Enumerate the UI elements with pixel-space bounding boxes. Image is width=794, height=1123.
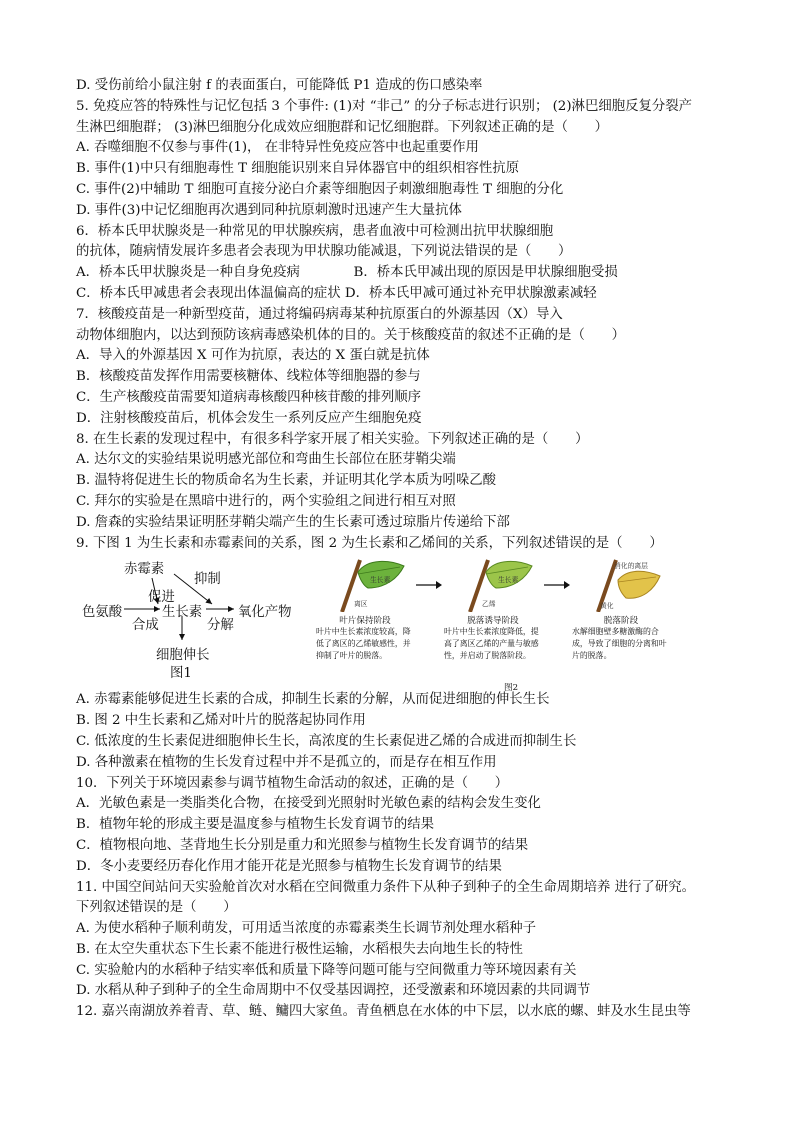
figure-2-caption: 图2 <box>504 683 519 694</box>
exam-page <box>76 76 726 1023</box>
text-line: D. 水稻从种子到种子的全生命周期中不仅受基因调控，还受激素和环境因素的共同调节 <box>76 983 591 999</box>
text-line: C. 实验舱内的水稻种子结实率低和质量下降等问题可能与空间微重力等环境因素有关 <box>76 962 577 978</box>
text-line: B. 温特将促进生长的物质命名为生长素，并证明其化学本质为吲哚乙酸 <box>76 473 497 489</box>
text-line: C．桥本氏甲减患者会表现出体温偏高的症状 D．桥本氏甲减可通过补充甲状腺激素减轻 <box>76 285 597 301</box>
text-line: C．植物根向地、茎背地生长分别是重力和光照参与植物生长发育调节的结果 <box>76 837 529 853</box>
text-line: A．光敏色素是一类脂类化合物，在接受到光照射时光敏色素的结构会发生变化 <box>76 796 541 812</box>
text-line: B. 图 2 中生长素和乙烯对叶片的脱落起协同作用 <box>76 713 366 729</box>
text-line: D. 詹森的实验结果证明胚芽鞘尖端产生的生长素可透过琼脂片传递给下部 <box>76 514 510 530</box>
label-promote: 促进 <box>148 590 175 606</box>
tag-auxin: 生长素 <box>498 576 519 585</box>
text-line: 9. 下图 1 为生长素和赤霉素间的关系，图 2 为生长素和乙烯间的关系，下列叙述错误的是（ ） <box>76 535 663 551</box>
stage-abscission-induction <box>442 558 544 690</box>
text-line: B. 事件(1)中只有细胞毒性 T 细胞能识别来自异体器官中的组织相容性抗原 <box>76 161 520 177</box>
figure-2-diagram <box>314 558 734 694</box>
text-line: C. 低浓度的生长素促进细胞伸长生长，高浓度的生长素促进乙烯的合成进而抑制生长 <box>76 733 577 749</box>
text-line: C．生产核酸疫苗需要知道病毒核酸四种核苷酸的排列顺序 <box>76 389 422 405</box>
text-line: A. 达尔文的实验结果说明感光部位和弯曲生长部位在胚芽鞘尖端 <box>76 452 456 468</box>
stage-description: 叶片中生长素浓度较高，降低了离区的乙烯敏感性，并抑制了叶片的脱落。 <box>316 627 411 660</box>
text-line: 12. 嘉兴南湖放养着青、草、鲢、鳙四大家鱼。青鱼栖息在水体的中下层，以水底的螺、蚌及水生昆虫等 <box>76 1004 691 1020</box>
text-line: B．核酸疫苗发挥作用需要核糖体、线粒体等细胞器的参与 <box>76 369 421 385</box>
text-line: 11. 中国空间站问天实验舱首次对水稻在空间微重力条件下从种子到种子的全生命周期培养 进行了研究。 <box>76 879 695 895</box>
label-auxin: 生长素 <box>162 605 203 621</box>
label-gibberellin: 赤霉素 <box>124 562 165 578</box>
text-line: 生淋巴细胞群； (3)淋巴细胞分化成效应细胞群和记忆细胞群。下列叙述正确的是（ ） <box>76 119 609 135</box>
arrow-right-icon <box>544 580 570 590</box>
text-line: B. 在太空失重状态下生长素不能进行极性运输，水稻根失去向地生长的特性 <box>76 941 523 957</box>
tag-digested-layer: 消化的离层 <box>614 562 648 571</box>
green-leaf-icon <box>328 558 408 612</box>
figure-1-caption: 图1 <box>170 666 192 682</box>
arrow-right-icon <box>416 580 442 590</box>
text-line: 5. 免疫应答的特殊性与记忆包括 3 个事件: (1)对 “非己” 的分子标志进行识别； (2)淋巴细胞反复分裂产 <box>76 98 693 114</box>
text-line: D. 事件(3)中记忆细胞再次遇到同种抗原刺激时迅速产生大量抗体 <box>76 202 462 218</box>
label-synthesis: 合成 <box>132 618 159 634</box>
label-cell-elongation: 细胞伸长 <box>156 648 210 664</box>
text-line: D. 受伤前给小鼠注射 f 的表面蛋白，可能降低 P1 造成的伤口感染率 <box>76 78 483 93</box>
label-oxidized-product: 氧化产物 <box>238 605 292 621</box>
label-decompose: 分解 <box>207 618 234 634</box>
text-line: D．注射核酸疫苗后，机体会发生一系列反应产生细胞免疫 <box>76 410 422 426</box>
stage-title: 脱落诱导阶段 <box>467 616 519 627</box>
figure-row <box>76 558 726 694</box>
text-line: 7．核酸疫苗是一种新型疫苗，通过将编码病毒某种抗原蛋白的外源基因（X）导入 <box>76 306 563 322</box>
text-line: A. 为使水稻种子顺利萌发，可用适当浓度的赤霉素类生长调节剂处理水稻种子 <box>76 921 537 937</box>
tag-ethylene: 乙烯 <box>482 600 496 609</box>
label-tryptophan: 色氨酸 <box>82 605 123 621</box>
text-line: 下列叙述错误的是（ ） <box>76 900 237 916</box>
text-block-top <box>76 76 726 554</box>
text-line: 6．桥本氏甲状腺炎是一种常见的甲状腺疾病，患者血液中可检测出抗甲状腺细胞 <box>76 223 554 239</box>
label-inhibit: 抑制 <box>194 572 221 588</box>
stage-title: 脱落阶段 <box>603 616 639 627</box>
text-line: A. 赤霉素能够促进生长素的合成，抑制生长素的分解，从而促进细胞的伸长生长 <box>76 692 550 708</box>
tag-yellowing: 黄化 <box>600 602 614 611</box>
text-line: A．导入的外源基因 X 可作为抗原，表达的 X 蛋白就是抗体 <box>76 348 430 364</box>
text-line: A. 吞噬细胞不仅参与事件(1)， 在非特异性免疫应答中也起重要作用 <box>76 140 479 156</box>
text-block-bottom <box>76 690 726 1023</box>
text-line: 动物体细胞内，以达到预防该病毒感染机体的目的。关于核酸疫苗的叙述不正确的是（ ） <box>76 327 626 343</box>
text-line: 8. 在生长素的发现过程中，有很多科学家开展了相关实验。下列叙述正确的是（ ） <box>76 431 589 447</box>
figure-1-diagram <box>82 558 302 690</box>
tag-auxin: 生长素 <box>370 576 391 585</box>
stage-abscission <box>570 558 672 690</box>
text-line: 的抗体，随病情发展许多患者会表现为甲状腺功能减退，下列说法错误的是（ ） <box>76 244 572 260</box>
fading-leaf-icon <box>456 558 536 612</box>
text-line: A．桥本氏甲状腺炎是一种自身免疫病 B．桥本氏甲减出现的原因是甲状腺细胞受损 <box>76 265 618 281</box>
text-line: D. 各种激素在植物的生长发育过程中并不是孤立的，而是存在相互作用 <box>76 754 497 770</box>
text-line: C. 事件(2)中辅助 T 细胞可直接分泌白介素等细胞因子刺激细胞毒性 T 细胞的分化 <box>76 181 564 197</box>
stage-description: 水解细胞壁多糖激酶的合成，导致了细胞的分离和叶片的脱落。 <box>572 627 667 660</box>
stage-leaf-maintenance <box>314 558 416 690</box>
stage-title: 叶片保持阶段 <box>339 616 391 627</box>
text-line: 10．下列关于环境因素参与调节植物生命活动的叙述，正确的是（ ） <box>76 775 509 791</box>
stage-description: 叶片中生长素浓度降低，提高了离区乙烯的产量与敏感性，并启动了脱落阶段。 <box>444 627 539 660</box>
text-line: C. 拜尔的实验是在黑暗中进行的，两个实验组之间进行相互对照 <box>76 493 456 509</box>
text-line: B．植物年轮的形成主要是温度参与植物生长发育调节的结果 <box>76 817 434 833</box>
text-line: D．冬小麦要经历春化作用才能开花是光照参与植物生长发育调节的结果 <box>76 858 502 874</box>
figure-1-arrows <box>82 558 302 690</box>
tag-abscission-zone: 离区 <box>354 600 368 609</box>
